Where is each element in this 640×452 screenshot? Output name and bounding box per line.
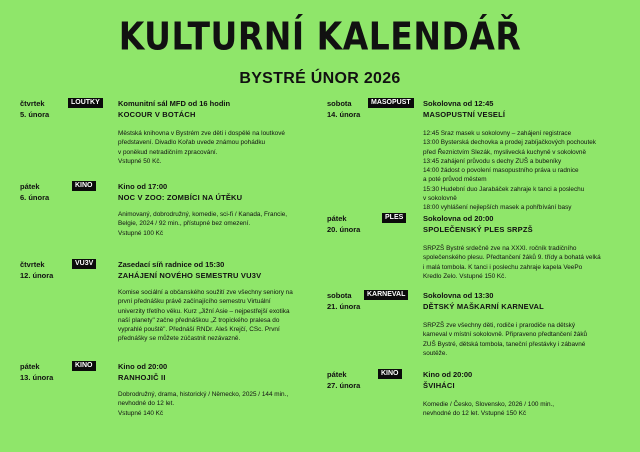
event-name: KOCOUR V BOTÁCH	[118, 110, 196, 119]
event-4	[327, 99, 627, 212]
event-tag: MASOPUST	[368, 98, 414, 108]
event-day: pátek	[20, 362, 40, 371]
event-tag: LOUTKY	[68, 98, 103, 108]
event-description: SRPZŠ zve všechny děti, rodiče i prarodiče na dětský karneval v místní sokolovně. Připraveno předtančení žáků ZUŠ Bystré, dětská tombola, taneční přestávky i zábavné soutěže.	[423, 322, 588, 357]
event-name: DĚTSKÝ MAŠKARNÍ KARNEVAL	[423, 302, 544, 311]
event-date: 14. února	[327, 110, 361, 119]
event-tag: KINO	[378, 369, 402, 379]
event-date: 12. února	[20, 271, 54, 280]
event-description: Komise sociální a občanského soužití zve všechny seniory na první přednášku právě začínajícího semestru Virtuální univerzity třetího věku. Kurz „Jižní Asie – nejpestřejší exotika naší planety" začne přednáškou „Z tropického pralesa do vyprahlé pouště". Přednáší RNDr. Aleš Krejčí, CSc. První přednášky se můžete zúčastnit nezávazně.	[118, 289, 293, 343]
event-description: Animovaný, dobrodružný, komedie, sci-fi / Kanada, Francie, Belgie, 2024 / 92 min., přístupné bez omezení. Vstupné 100 Kč	[118, 211, 288, 237]
event-tag: KINO	[72, 181, 96, 191]
event-place: Sokolovna od 12:45	[423, 99, 494, 108]
event-day: sobota	[327, 291, 352, 300]
event-date: 6. února	[20, 193, 50, 202]
event-place: Kino od 20:00	[118, 362, 168, 371]
event-date: 20. února	[327, 225, 361, 234]
event-day: pátek	[327, 214, 347, 223]
event-day: čtvrtek	[20, 99, 45, 108]
page-subtitle: BYSTRÉ ÚNOR 2026	[239, 70, 401, 87]
event-date: 13. února	[20, 373, 54, 382]
event-tag: PLES	[382, 213, 406, 223]
event-name: ŠVIHÁCI	[423, 381, 455, 390]
event-tag: VU3V	[72, 259, 96, 269]
event-place: Kino od 17:00	[118, 182, 168, 191]
event-name: NOC V ZOO: ZOMBÍCI NA ÚTĚKU	[118, 193, 243, 202]
event-place: Kino od 20:00	[423, 370, 473, 379]
event-3	[20, 362, 320, 417]
event-description: SRPZŠ Bystré srdečně zve na XXXI. ročník tradičního společenského plesu. Předtančení žáků 9. třídy a bohatá velká i malá tombola. K tanci i poslechu zahraje kapela VeePo Kredlo Zelo. Vstupné 150 Kč.	[423, 245, 601, 280]
event-5	[327, 214, 627, 280]
page-title: KULTURNÍ KALENDÁŘ	[118, 14, 522, 59]
event-description: 12:45 Sraz masek u sokolovny – zahájení registrace 13:00 Bysterská dechovka a prodej zabíjačkových pochoutek před Řeznictvím Slezák, myslivecká kuchyně v sokolovně 13:45 zahájení průvodu s dechy ZUŠ a bubeníky 14:00 žádost o povolení masopustního práva u radnice a poté průvod městem 15:30 Hudební duo Jarabáček zahraje k tanci a poslechu v sokolovně 18:00 vyhlášení nejlepších masek a pohřbívání basy	[423, 130, 597, 212]
event-place: Komunitní sál MFD od 16 hodin	[118, 99, 231, 108]
event-description: Komedie / Česko, Slovensko, 2026 / 100 min., nevhodné do 12 let. Vstupné 150 Kč	[423, 401, 555, 418]
event-description: Dobrodružný, drama, historický / Německo, 2025 / 144 min., nevhodné do 12 let. Vstupné 140 Kč	[118, 391, 289, 417]
event-day: pátek	[20, 182, 40, 191]
event-place: Zasedací síň radnice od 15:30	[118, 260, 225, 269]
event-day: sobota	[327, 99, 352, 108]
event-date: 5. února	[20, 110, 50, 119]
event-place: Sokolovna od 20:00	[423, 214, 494, 223]
event-name: ZAHÁJENÍ NOVÉHO SEMESTRU VU3V	[118, 271, 262, 280]
event-name: SPOLEČENSKÝ PLES SRPZŠ	[423, 225, 533, 234]
event-place: Sokolovna od 13:30	[423, 291, 494, 300]
event-tag: KARNEVAL	[364, 290, 408, 300]
event-name: MASOPUSTNÍ VESELÍ	[423, 110, 506, 119]
event-6	[327, 291, 627, 357]
event-0	[20, 99, 320, 165]
event-tag: KINO	[72, 361, 96, 371]
event-description: Městská knihovna v Bystrém zve děti i dospělé na loutkové představení. Divadlo Kořab uvede známou pohádku v poněkud netradičním zpracování. Vstupné 50 Kč.	[118, 130, 285, 165]
event-7	[327, 370, 627, 418]
event-1	[20, 182, 320, 237]
event-2	[20, 260, 320, 343]
event-name: RANHOJIČ II	[118, 373, 166, 382]
event-day: pátek	[327, 370, 347, 379]
event-day: čtvrtek	[20, 260, 45, 269]
event-date: 27. února	[327, 381, 361, 390]
event-date: 21. února	[327, 302, 361, 311]
